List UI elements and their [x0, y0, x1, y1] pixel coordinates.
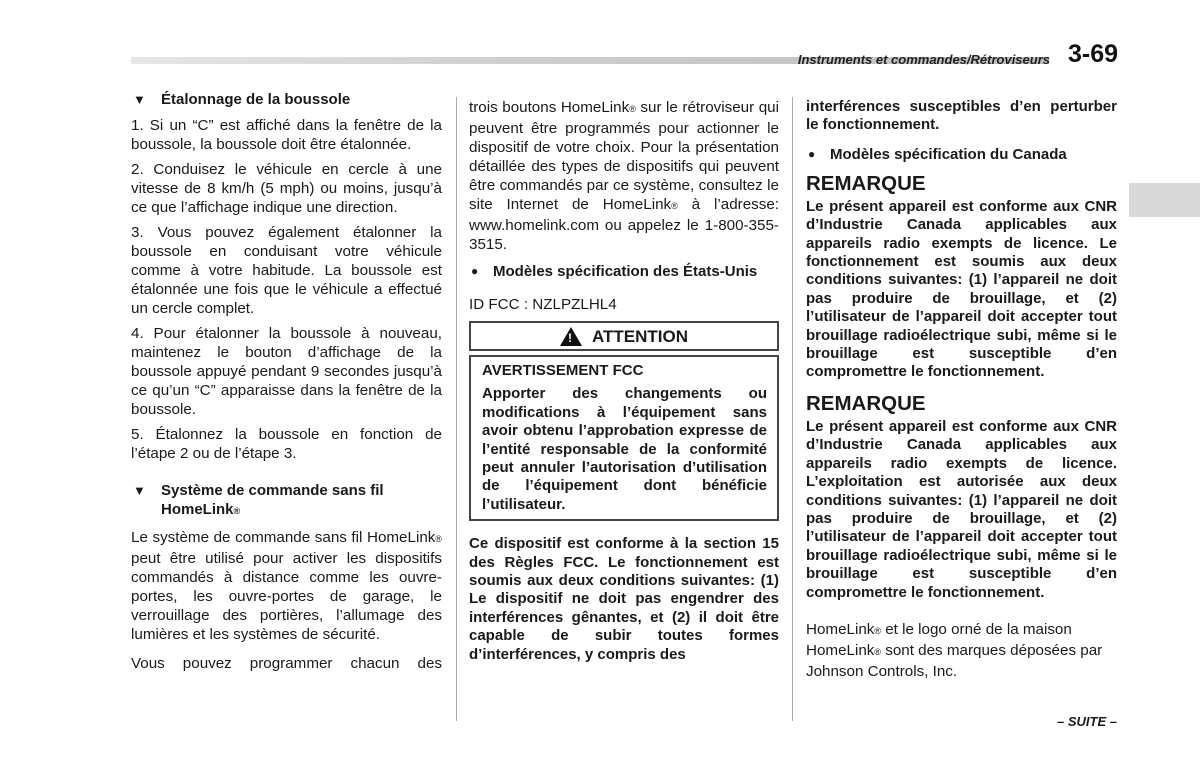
- triangle-marker-icon: ▼: [133, 483, 146, 498]
- remark-text-2: Le présent appareil est conforme aux CNR d’Industrie Canada applicables aux appareils radio exempts de licence. L’exploitation est autorisée aux deux conditions suivantes: (1) l’appareil ne doit pas produire de brouillage, et (2) l’utilisateur de l’appareil doit accepter tout brouillage radioélectrique subi, même si le brouillage est susceptible d’en compromettre le fonctionnement.: [806, 417, 1117, 601]
- warning-text: Apporter des changements ou modifications à l’équipement sans avoir obtenu l’approbation expresse de l’entité responsable de la conformité peut annuler l’autorisation d’utilisation de l’équipement dont bénéficie l’utilisateur.: [482, 385, 767, 513]
- column-divider-1: [456, 97, 457, 721]
- homelink-program-text: Vous pouvez programmer chacun des: [131, 655, 442, 672]
- continued-marker: – SUITE –: [1057, 714, 1117, 729]
- homelink-buttons-text: trois boutons HomeLink® sur le rétroviseur qui peuvent être programmés pour actionner le dispositif de votre choix. Pour la présentation détaillée des types de dispositifs qui peuvent être commandés par ce système, consultez le site Internet de HomeLink® à l’adresse: www.homelink.com ou appelez le 1-800-355-3515.: [469, 99, 779, 253]
- step-3: 3. Vous pouvez également étalonner la boussole en conduisant votre véhicule comme à votre habitude. La boussole est étalonnée une fois que le véhicule a effectué un cercle complet.: [131, 224, 442, 317]
- section-heading-compass: ▼ Étalonnage de la boussole: [133, 91, 351, 108]
- page-number: 3-69: [1068, 40, 1119, 68]
- column-1: [131, 90, 442, 679]
- us-models-heading: ● Modèles spécification des États-Unis: [471, 263, 758, 280]
- fcc-warning-box: [469, 355, 779, 521]
- step-4: 4. Pour étalonner la boussole à nouveau, maintenez le bouton d’affichage de la boussole appuyé pendant 9 secondes jusqu’à ce qu’un “C” apparaisse dans la fenêtre de la boussole.: [131, 325, 442, 418]
- homelink-intro: Le système de commande sans fil HomeLink® peut être utilisé pour activer les dispositifs commandés à distance comme les ouvre-portes, les ouvre-portes de garage, le verrouillage des portières, l’allumage des lumières et les systèmes de sécurité.: [131, 529, 442, 643]
- chapter-side-tab: [1129, 183, 1200, 217]
- fcc-statement: Ce dispositif est conforme à la section 15 des Règles FCC. Le fonctionnement est soumis aux deux conditions suivantes: (1) Le dispositif ne doit pas engendrer des interférences gênantes, et (2) il doit être capable de subir toutes formes d’interférences, y compris des: [469, 535, 779, 663]
- triangle-marker-icon: ▼: [133, 92, 146, 107]
- column-divider-2: [792, 97, 793, 721]
- warning-triangle-icon: !: [560, 327, 582, 346]
- fcc-statement-continued: interférences susceptibles d’en perturber le fonctionnement.: [806, 98, 1117, 134]
- step-2: 2. Conduisez le véhicule en cercle à une vitesse de 8 km/h (5 mph) ou moins, jusqu’à ce que l’affichage indique une direction.: [131, 161, 442, 216]
- column-3: [806, 98, 1117, 687]
- chapter-title: Instruments et commandes/Rétroviseurs: [797, 52, 1050, 67]
- canada-models-heading: ● Modèles spécification du Canada: [808, 145, 1067, 163]
- section-heading-homelink: ▼ Système de commande sans fil HomeLink®: [131, 481, 442, 521]
- remark-title-2: REMARQUE: [806, 391, 926, 415]
- column-2: [469, 98, 779, 670]
- attention-banner: ! ATTENTION: [469, 321, 779, 351]
- step-5: 5. Étalonnez la boussole en fonction de l’étape 2 ou de l’étape 3.: [131, 426, 442, 462]
- step-1: 1. Si un “C” est affiché dans la fenêtre de la boussole, la boussole doit être étalonnée.: [131, 117, 442, 153]
- remark-text-1: Le présent appareil est conforme aux CNR d’Industrie Canada applicables aux appareils radio exempts de licence. Le fonctionnement est soumis aux deux conditions suivantes: (1) l’appareil ne doit pas produire de brouillage, et (2) l’utilisateur de l’appareil doit accepter tout brouillage radioélectrique subi, même si le brouillage est susceptible d’en compromettre le fonctionnement.: [806, 197, 1117, 381]
- bullet-icon: ●: [808, 146, 816, 161]
- warning-title: AVERTISSEMENT FCC: [482, 362, 644, 379]
- bullet-icon: ●: [471, 264, 479, 278]
- trademark-notice: HomeLink® et le logo orné de la maison HomeLink® sont des marques déposées par Johnson Controls, Inc.: [806, 620, 1103, 680]
- fcc-id: ID FCC : NZLPZLHL4: [469, 296, 617, 313]
- remark-title-1: REMARQUE: [806, 171, 926, 195]
